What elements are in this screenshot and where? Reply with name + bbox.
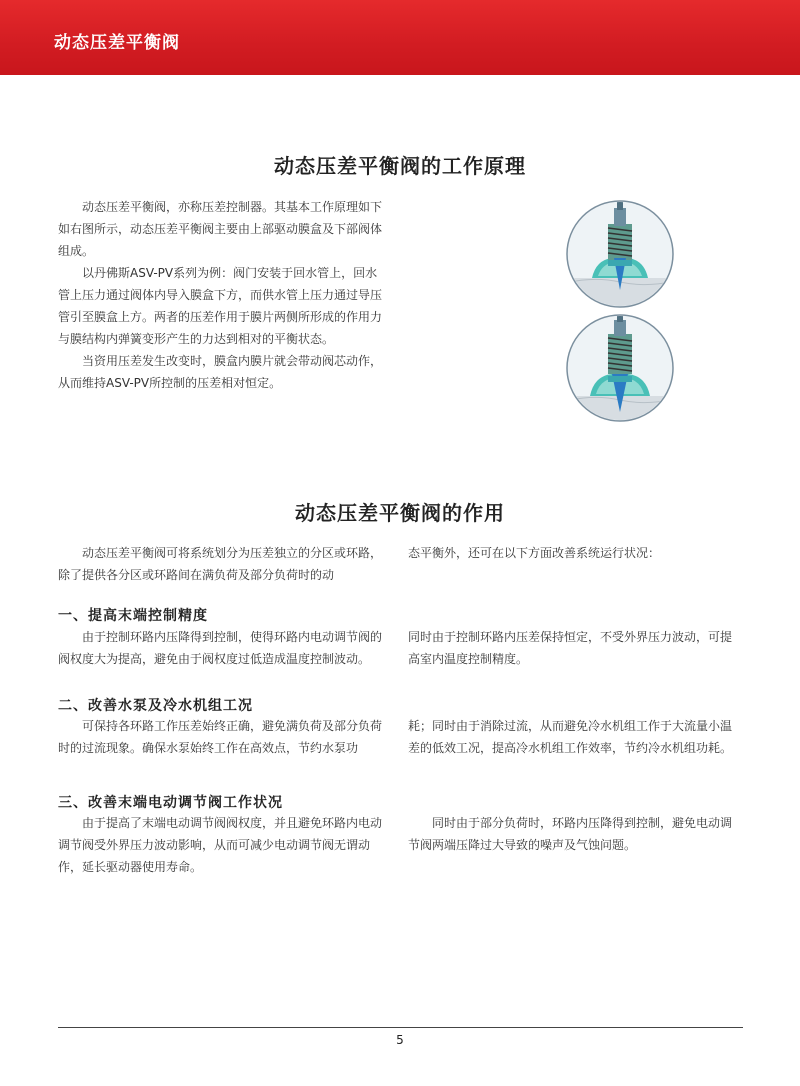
item3-right-text: 同时由于部分负荷时，环路内压降得到控制，避免电动调节阀两端压降过大导致的噪声及气蚀问题。 <box>408 816 733 852</box>
footer-rule <box>58 1027 743 1028</box>
item3-right <box>408 812 743 856</box>
valve-illustration-top <box>562 198 678 310</box>
item3-left-text: 由于提高了末端电动调节阀阀权度，并且避免环路内电动调节阀受外界压力波动影响，从而可减少电动调节阀无谓动作，延长驱动器使用寿命。 <box>58 816 383 874</box>
item1-title: 一、提高末端控制精度 <box>58 608 208 624</box>
item1-right <box>408 626 743 670</box>
section1-paragraph-3: 当资用压差发生改变时，膜盒内膜片就会带动阀芯动作，从而维持ASV-PV所控制的压差相对恒定。 <box>58 354 383 390</box>
section2-intro-left-text: 动态压差平衡阀可将系统划分为压差独立的分区或环路，除了提供各分区或环路间在满负荷及部分负荷时的动 <box>58 546 383 582</box>
valve-illustration-bottom <box>562 312 678 424</box>
item2-right-text: 耗；同时由于消除过流，从而避免冷水机组工作于大流量小温差的低效工况，提高冷水机组工作效率，节约冷水机组功耗。 <box>408 719 733 755</box>
item1-left-text: 由于控制环路内压降得到控制，使得环路内电动调节阀的阀权度大为提高，避免由于阀权度过低造成温度控制波动。 <box>58 630 383 666</box>
section1-heading: 动态压差平衡阀的工作原理 <box>274 154 526 178</box>
item2-right <box>408 715 743 759</box>
section2-heading: 动态压差平衡阀的作用 <box>295 501 505 525</box>
header-title: 动态压差平衡阀 <box>54 33 180 53</box>
section2-intro-left <box>58 542 388 586</box>
item2-left-text: 可保持各环路工作压差始终正确，避免满负荷及部分负荷时的过流现象。确保水泵始终工作在高效点，节约水泵功 <box>58 719 383 755</box>
item1-right-text: 同时由于控制环路内压差保持恒定，不受外界压力波动，可提高室内温度控制精度。 <box>408 630 733 666</box>
item3-title: 三、改善末端电动调节阀工作状况 <box>58 795 283 811</box>
section1-body <box>58 196 386 394</box>
item2-left <box>58 715 388 759</box>
item2-title: 二、改善水泵及冷水机组工况 <box>58 698 253 714</box>
section1-paragraph-1: 动态压差平衡阀，亦称压差控制器。其基本工作原理如下如右图所示，动态压差平衡阀主要由上部驱动膜盒及下部阀体组成。 <box>58 200 383 258</box>
section2-intro-right <box>408 542 743 564</box>
page-number: 5 <box>396 1033 404 1047</box>
section1-paragraph-2: 以丹佛斯ASV-PV系列为例：阀门安装于回水管上，回水管上压力通过阀体内导入膜盒下方，而供水管上压力通过导压管引至膜盒上方。两者的压差作用于膜片两侧所形成的作用力与膜结构内弹簧变形产生的力达到相对的平衡状态。 <box>58 266 383 346</box>
item3-left <box>58 812 388 878</box>
section2-intro-right-text: 态平衡外，还可在以下方面改善系统运行状况： <box>408 546 661 560</box>
header-bar <box>0 0 800 75</box>
item1-left <box>58 626 388 670</box>
